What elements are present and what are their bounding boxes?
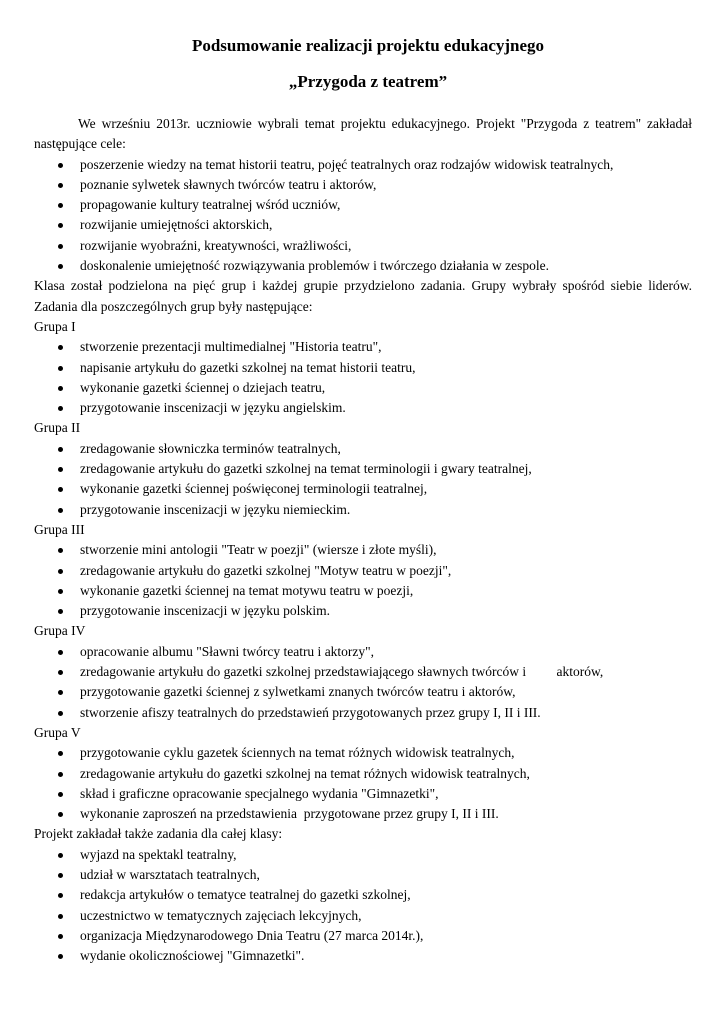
- list-item: stworzenie prezentacji multimedialnej "Historia teatru",: [34, 337, 692, 357]
- bullet-icon: [58, 366, 63, 371]
- list-item: przygotowanie inscenizacji w języku niemieckim.: [34, 500, 692, 520]
- list-item: stworzenie mini antologii "Teatr w poezji" (wiersze i złote myśli),: [34, 540, 692, 560]
- bullet-icon: [58, 853, 63, 858]
- group-3-heading: Grupa III: [34, 521, 85, 537]
- group-1-heading: Grupa I: [34, 318, 76, 334]
- list-item: wykonanie zaproszeń na przedstawienia przygotowane przez grupy I, II i III.: [34, 804, 692, 824]
- bullet-icon: [58, 934, 63, 939]
- list-item: przygotowanie inscenizacji w języku angielskim.: [34, 398, 692, 418]
- bullet-icon: [58, 751, 63, 756]
- bullet-icon: [58, 447, 63, 452]
- bullet-icon: [58, 345, 63, 350]
- group-2-heading: Grupa II: [34, 420, 81, 436]
- bullet-icon: [58, 812, 63, 817]
- groups-intro-paragraph: Klasa został podzielona na pięć grup i każdej grupie przydzielono zadania. Grupy wybrały spośród siebie liderów. Zadania dla poszczególnych grup były następujące:: [34, 278, 692, 314]
- bullet-icon: [58, 589, 63, 594]
- bullet-icon: [58, 264, 63, 269]
- bullet-icon: [58, 873, 63, 878]
- class-tasks-heading: Projekt zakładał także zadania dla całej klasy:: [34, 826, 283, 842]
- list-item: wykonanie gazetki ściennej o dziejach teatru,: [34, 378, 692, 398]
- bullet-icon: [58, 406, 63, 411]
- bullet-icon: [58, 792, 63, 797]
- list-item: wykonanie gazetki ściennej na temat motywu teatru w poezji,: [34, 581, 692, 601]
- list-item: udział w warsztatach teatralnych,: [34, 865, 692, 885]
- list-item: redakcja artykułów o tematyce teatralnej do gazetki szkolnej,: [34, 885, 692, 905]
- list-item: poszerzenie wiedzy na temat historii teatru, pojęć teatralnych oraz rodzajów widowisk teatralnych,: [34, 155, 692, 175]
- list-item: skład i graficzne opracowanie specjalnego wydania "Gimnazetki",: [34, 784, 692, 804]
- bullet-icon: [58, 223, 63, 228]
- goals-list: [34, 155, 692, 277]
- bullet-icon: [58, 244, 63, 249]
- group-5-heading: Grupa V: [34, 724, 81, 740]
- bullet-icon: [58, 386, 63, 391]
- list-item: zredagowanie artykułu do gazetki szkolnej na temat różnych widowisk teatralnych,: [34, 764, 692, 784]
- bullet-icon: [58, 650, 63, 655]
- bullet-icon: [58, 772, 63, 777]
- list-item: rozwijanie wyobraźni, kreatywności, wrażliwości,: [34, 236, 692, 256]
- bullet-icon: [58, 690, 63, 695]
- bullet-icon: [58, 508, 63, 513]
- group-3-tasks: [34, 540, 692, 621]
- list-item: napisanie artykułu do gazetki szkolnej na temat historii teatru,: [34, 358, 692, 378]
- bullet-icon: [58, 569, 63, 574]
- document-title-line-1: Podsumowanie realizacji projektu edukacyjnego: [191, 36, 545, 55]
- intro-paragraph: We wrześniu 2013r. uczniowie wybrali temat projektu edukacyjnego. Projekt "Przygoda z teatrem" zakładał następujące cele:: [34, 116, 692, 152]
- list-item: propagowanie kultury teatralnej wśród uczniów,: [34, 195, 692, 215]
- group-4-heading: Grupa IV: [34, 623, 86, 639]
- list-item: wydanie okolicznościowej "Gimnazetki".: [34, 946, 692, 966]
- list-item: zredagowanie artykułu do gazetki szkolnej na temat terminologii i gwary teatralnej,: [34, 459, 692, 479]
- list-item: organizacja Międzynarodowego Dnia Teatru (27 marca 2014r.),: [34, 926, 692, 946]
- list-item: doskonalenie umiejętność rozwiązywania problemów i twórczego działania w zespole.: [34, 256, 692, 276]
- list-item: przygotowanie gazetki ściennej z sylwetkami znanych twórców teatru i aktorów,: [34, 682, 692, 702]
- list-item: stworzenie afiszy teatralnych do przedstawień przygotowanych przez grupy I, II i III.: [34, 703, 692, 723]
- bullet-icon: [58, 203, 63, 208]
- bullet-icon: [58, 183, 63, 188]
- list-item: przygotowanie inscenizacji w języku polskim.: [34, 601, 692, 621]
- group-2-tasks: [34, 439, 692, 520]
- list-item: opracowanie albumu "Sławni twórcy teatru i aktorzy",: [34, 642, 692, 662]
- bullet-icon: [58, 467, 63, 472]
- bullet-icon: [58, 711, 63, 716]
- bullet-icon: [58, 914, 63, 919]
- list-item: rozwijanie umiejętności aktorskich,: [34, 215, 692, 235]
- document-title-line-2: „Przygoda z teatrem”: [288, 72, 448, 91]
- list-item: zredagowanie słowniczka terminów teatralnych,: [34, 439, 692, 459]
- bullet-icon: [58, 548, 63, 553]
- list-item: wykonanie gazetki ściennej poświęconej terminologii teatralnej,: [34, 479, 692, 499]
- class-tasks-list: [34, 845, 692, 967]
- bullet-icon: [58, 954, 63, 959]
- list-item: wyjazd na spektakl teatralny,: [34, 845, 692, 865]
- list-item: zredagowanie artykułu do gazetki szkolnej przedstawiającego sławnych twórców i aktorów,: [34, 662, 692, 682]
- group-5-tasks: [34, 743, 692, 824]
- bullet-icon: [58, 893, 63, 898]
- bullet-icon: [58, 487, 63, 492]
- list-item: uczestnictwo w tematycznych zajęciach lekcyjnych,: [34, 906, 692, 926]
- list-item: zredagowanie artykułu do gazetki szkolnej "Motyw teatru w poezji",: [34, 561, 692, 581]
- group-4-tasks: [34, 642, 692, 723]
- list-item: poznanie sylwetek sławnych twórców teatru i aktorów,: [34, 175, 692, 195]
- bullet-icon: [58, 670, 63, 675]
- group-1-tasks: [34, 337, 692, 418]
- bullet-icon: [58, 163, 63, 168]
- list-item: przygotowanie cyklu gazetek ściennych na temat różnych widowisk teatralnych,: [34, 743, 692, 763]
- bullet-icon: [58, 609, 63, 614]
